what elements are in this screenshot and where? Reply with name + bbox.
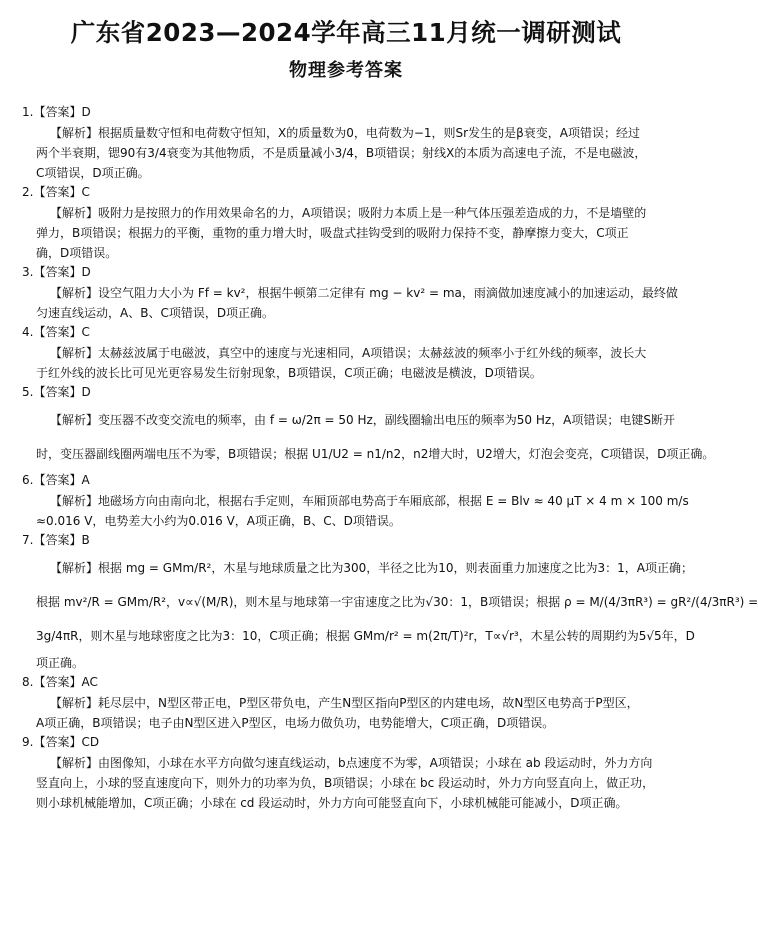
explanation-line: 【解析】太赫兹波属于电磁波，真空中的速度与光速相同，A项错误；太赫兹波的频率小于红外线的频率，波长大 (50, 346, 647, 360)
explanation-line: 3g/4πR，则木星与地球密度之比为3：10，C项正确；根据 GMm/r² = m(2π/T)²r，T∝√r³，木星公转的周期约为5√5年，D (36, 629, 695, 643)
explanation-line: 项正确。 (36, 656, 85, 670)
explanation-line: ≈0.016 V，电势差大小约为0.016 V，A项正确，B、C、D项错误。 (36, 514, 401, 528)
answer-label: 2.【答案】C (22, 185, 90, 199)
explanation-line: 【解析】地磁场方向由南向北，根据右手定则，车厢顶部电势高于车厢底部，根据 E = Blv ≈ 40 μT × 4 m × 100 m/s (50, 494, 689, 508)
explanation-line: 则小球机械能增加，C项正确；小球在 cd 段运动时，外力方向可能竖直向下，小球机械能可能减小，D项正确。 (36, 796, 628, 810)
answer-label: 5.【答案】D (22, 385, 91, 399)
explanation-line: 弹力，B项错误；根据力的平衡，重物的重力增大时，吸盘式挂钩受到的吸附力保持不变，静摩擦力变大，C项正 (36, 226, 629, 240)
explanation-line: 根据 mv²/R = GMm/R²，v∝√(M/R)，则木星与地球第一宇宙速度之比为√30：1，B项错误；根据 ρ = M/(4/3πR³) = gR²/(4/3πR³) = (36, 595, 758, 609)
explanation (22, 551, 758, 673)
question-8 (22, 673, 680, 733)
explanation-line: 确，D项错误。 (36, 246, 118, 260)
answer-list (22, 103, 758, 813)
explanation-line: 于红外线的波长比可见光更容易发生衍射现象，B项错误，C项正确；电磁波是横波，D项错误。 (36, 366, 542, 380)
question-7 (22, 531, 758, 673)
explanation (22, 491, 689, 531)
question-6 (22, 471, 689, 531)
question-4 (22, 323, 680, 383)
explanation-line: 【解析】由图像知，小球在水平方向做匀速直线运动，b点速度不为零，A项错误；小球在 ab 段运动时，外力方向 (50, 756, 653, 770)
explanation-line: A项正确，B项错误；电子由N型区进入P型区，电场力做负功，电势能增大，C项正确，D项错误。 (36, 716, 555, 730)
answer-label: 1.【答案】D (22, 105, 91, 119)
explanation (22, 123, 680, 183)
question-5 (22, 383, 715, 471)
explanation (22, 343, 680, 383)
question-2 (22, 183, 680, 263)
explanation-line: 两个半衰期，锶90有3/4衰变为其他物质，不是质量减小3/4，B项错误；射线X的本质为高速电子流，不是电磁波， (36, 146, 647, 160)
question-9 (22, 733, 680, 813)
page-subtitle: 物理参考答案 (289, 60, 403, 81)
explanation-line: 竖直向上，小球的竖直速度向下，则外力的功率为负，B项错误；小球在 bc 段运动时，外力方向竖直向上，做正功， (36, 776, 655, 790)
explanation-line: C项错误，D项正确。 (36, 166, 150, 180)
question-1 (22, 103, 680, 183)
explanation-line: 【解析】耗尽层中，N型区带正电，P型区带负电，产生N型区指向P型区的内建电场，故N型区电势高于P型区， (50, 696, 639, 710)
answer-label: 6.【答案】A (22, 473, 90, 487)
explanation (22, 403, 715, 471)
answer-label: 4.【答案】C (22, 325, 90, 339)
answer-label: 7.【答案】B (22, 533, 90, 547)
explanation-line: 【解析】吸附力是按照力的作用效果命名的力，A项错误；吸附力本质上是一种气体压强差造成的力，不是墙壁的 (50, 206, 647, 220)
explanation-line: 时，变压器副线圈两端电压不为零，B项错误；根据 U1/U2 = n1/n2，n2增大时，U2增大，灯泡会变亮，C项错误，D项正确。 (36, 447, 715, 461)
explanation-line: 【解析】根据 mg = GMm/R²，木星与地球质量之比为300，半径之比为10，则表面重力加速度之比为3：1，A项正确； (50, 561, 693, 575)
explanation-line: 【解析】根据质量数守恒和电荷数守恒知，X的质量数为0，电荷数为−1，则Sr发生的是β衰变，A项错误；经过 (50, 126, 640, 140)
answer-label: 9.【答案】CD (22, 735, 100, 749)
explanation-line: 【解析】变压器不改变交流电的频率，由 f = ω/2π = 50 Hz，副线圈输出电压的频率为50 Hz，A项错误；电键S断开 (50, 413, 675, 427)
explanation-line: 匀速直线运动，A、B、C项错误，D项正确。 (36, 306, 275, 320)
explanation (22, 693, 680, 733)
explanation (22, 753, 680, 813)
answer-label: 8.【答案】AC (22, 675, 98, 689)
answer-label: 3.【答案】D (22, 265, 91, 279)
explanation (22, 203, 680, 263)
explanation-line: 【解析】设空气阻力大小为 Ff = kv²，根据牛顿第二定律有 mg − kv² = ma，雨滴做加速度减小的加速运动，最终做 (50, 286, 678, 300)
page-title: 广东省2023—2024学年高三11月统一调研测试 (70, 18, 622, 47)
explanation (22, 283, 680, 323)
question-3 (22, 263, 680, 323)
